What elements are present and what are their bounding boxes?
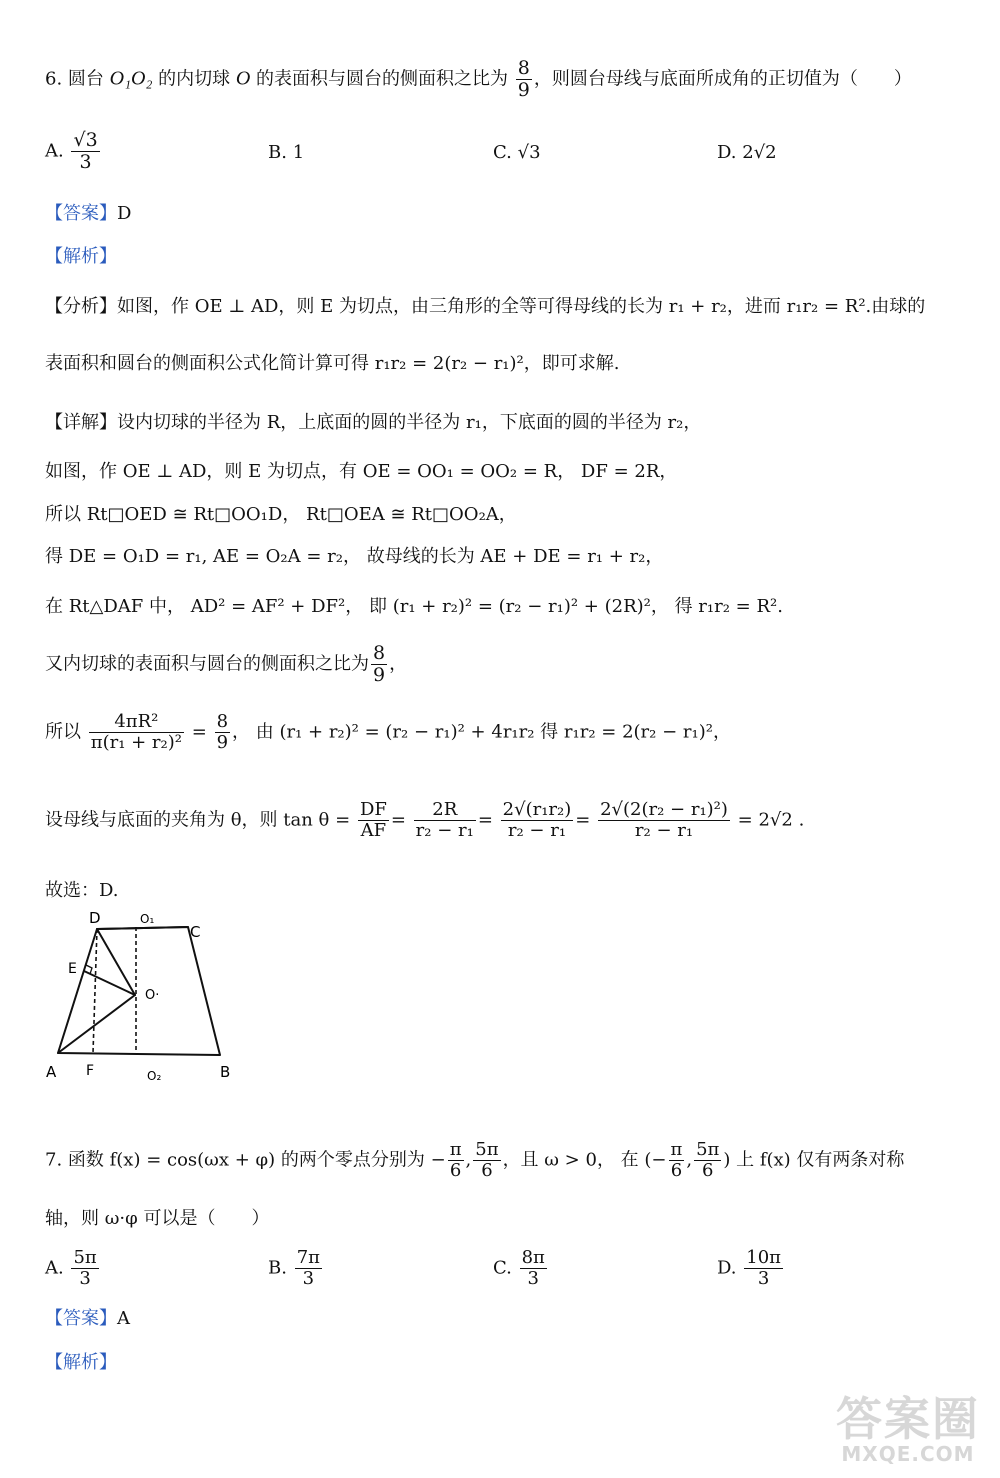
q6-option-d-letter: D. [717,142,737,163]
q6-xj8-f2-den: r₂ − r₁ [415,819,474,841]
q7-answer [45,1310,130,1328]
q7-stem-part1: 7. 函数 f(x) = cos(ωx + φ) 的两个零点分别为 − [45,1149,446,1171]
segment-dc [97,927,188,929]
q6-fenxi-line1 [45,298,925,316]
segment-ao [58,995,135,1053]
q7-option-a-fraction [71,1248,98,1289]
watermark [836,1392,980,1466]
q7-option-b [268,1248,324,1289]
q6-xj7-ratio-num: 8 [216,711,229,732]
q6-answer-label: 【答案】 [45,203,117,224]
label-o: O· [145,988,160,1003]
q6-option-a-letter: A. [45,140,64,162]
q6-xj7-ratio-den: 9 [216,731,229,753]
q6-option-b [268,142,304,163]
q7-zero2-num: 5π [475,1139,499,1160]
q6-xj8-f1-num: DF [359,799,387,820]
q6-fenxi-label: 【分析】 [45,296,117,317]
q7-zero1-num: π [449,1139,462,1160]
q7-option-b-num: 7π [296,1247,320,1268]
q6-xj7-den: π(r₁ + r₂)² [90,731,182,753]
q7-option-c-num: 8π [521,1247,545,1268]
q7-zero2-fraction [473,1140,500,1181]
q6-xj7-post: ， 由 (r₁ + r₂)² = (r₂ − r₁)² + 4r₁r₂ 得 r₁r₂ = 2(r₂ − r₁)²， [232,721,731,743]
q7-option-c-letter: C. [493,1257,512,1279]
q6-xj6-num: 8 [373,642,386,664]
q6-stem-pre: 6. 圆台 [45,68,110,90]
q6-fenxi-text1: 如图，作 OE ⊥ AD，则 E 为切点，由三角形的全等可得母线的长为 r₁ + r₂，进而 r₁r₂ = R².由球的 [117,296,926,317]
q7-answer-label: 【答案】 [45,1308,117,1329]
q6-option-d [717,142,777,163]
q6-option-c [493,142,541,163]
q6-xiangjie-label: 【详解】 [45,412,117,433]
q6-xj7-num: 4πR² [89,712,184,733]
label-d: D [89,909,101,927]
q6-xj6-pre: 又内切球的表面积与圆台的侧面积之比为 [45,653,369,675]
q7-option-b-den: 3 [302,1267,315,1289]
q6-stem-mid2: 的表面积与圆台的侧面积之比为 [250,68,514,90]
q6-xj7-fraction [89,712,184,753]
q6-xj6-den: 9 [373,663,386,686]
q6-stem [45,58,912,101]
q7-int1-num: π [670,1139,683,1160]
q6-xiangjie-line2: 如图，作 OE ⊥ AD，则 E 为切点，有 OE = OO₁ = OO₂ = R， DF = 2R， [45,461,678,482]
q7-option-c [493,1248,549,1289]
segment-df-dashed [93,929,97,1053]
q6-xj7-pre: 所以 [45,721,81,743]
q7-int2-fraction [694,1140,721,1181]
q6-option-a-den: 3 [79,150,92,173]
q7-option-a-letter: A. [45,1257,64,1279]
q6-fenxi-line2: 表面积和圆台的侧面积公式化简计算可得 r₁r₂ = 2(r₂ − r₁)²，即可求解. [45,353,620,374]
q7-stem-line2: 轴，则 ω·φ 可以是（ ） [45,1208,270,1229]
q7-option-a [45,1248,101,1289]
q6-xj8-f2-num: 2R [414,800,476,821]
q7-stem-part3: ) 上 f(x) 仅有两条对称 [723,1149,905,1171]
q7-stem-part2: ，且 ω > 0， 在 (− [502,1149,667,1171]
q7-zero1-den: 6 [449,1159,462,1181]
q7-int1-fraction [669,1140,685,1181]
q6-stem-o1o2: O₁O₂ [109,67,153,90]
q6-option-a-num: √3 [73,129,98,151]
q7-stem-line1 [45,1140,904,1181]
q6-stem-o: O [235,67,251,90]
q6-option-a [45,130,102,173]
label-c: C [190,923,201,941]
q7-option-c-fraction [520,1248,547,1289]
q6-xj7-eq: = [191,721,207,743]
q6-xj8-frac2 [414,800,476,841]
q7-analysis-label: 【解析】 [45,1352,117,1373]
q7-zero1-fraction [448,1140,464,1181]
q7-option-d-letter: D. [717,1257,737,1279]
q6-xj8-f4-den: r₂ − r₁ [634,819,694,841]
q6-xj8-frac1 [358,800,389,841]
q6-xj8-f3-den: r₂ − r₁ [507,819,567,841]
q7-option-d-num: 10π [746,1247,781,1268]
q6-xiangjie-line7 [45,712,731,753]
q6-xj8-f1-den: AF [360,819,387,841]
label-o1: O₁ [140,912,155,926]
q6-analysis-label: 【解析】 [45,246,117,267]
q7-int1-den: 6 [670,1159,683,1181]
label-b: B [220,1063,231,1081]
q7-option-a-num: 5π [73,1247,97,1268]
q6-answer-value: D [117,203,132,224]
q6-ratio-den: 9 [517,78,530,101]
q6-answer [45,205,131,223]
q6-conclusion: 故选：D. [45,880,119,901]
q6-xiangjie-line1 [45,414,701,432]
q6-xj8-end: = 2√2 . [737,809,805,831]
q6-xiangjie-line5: 在 Rt△DAF 中， AD² = AF² + DF²， 即 (r₁ + r₂)² = (r₂ − r₁)² + (2R)²， 得 r₁r₂ = R². [45,596,783,617]
q6-xj8-f3-num: 2√(r₁r₂) [502,799,572,820]
q7-comma1: , [465,1149,472,1171]
q6-xj7-ratio [215,712,230,753]
q6-xiangjie-line8: 设母线与底面的夹角为 θ，则 tan θ = $\frac{DF}{AF}$ = $\frac{2R}{\text{r₂ − r₁}}$ = $\frac{\text{2√(r₁r₂)}}{\text{r₂ − r₁}}$ = $\frac{\text{2√(2(r₂ − r₁)²)}}{\text{r₂ − r₁}}$ = 2√2 . [45,799,805,841]
q6-option-c-text: √3 [517,142,541,163]
q7-option-c-den: 3 [527,1267,539,1289]
q6-ratio-fraction [516,58,532,101]
q7-zero2-den: 6 [481,1159,493,1181]
q6-xj8-f4-num: 2√(2(r₂ − r₁)²) [600,799,728,820]
q6-option-b-letter: B. [268,142,287,163]
q6-xiangjie-line6 [45,643,407,686]
label-f: F [86,1063,95,1079]
label-o2: O₂ [147,1069,162,1083]
q7-comma2: , [686,1149,693,1171]
watermark-top: 答案圈 [836,1392,980,1446]
q7-int2-den: 6 [702,1159,714,1181]
q6-option-b-text: 1 [292,142,305,163]
q6-ratio-num: 8 [517,57,530,79]
label-e: E [68,961,77,977]
q7-option-b-fraction [295,1248,322,1289]
q6-xj8-pre: 设母线与底面的夹角为 θ，则 tan θ = [45,809,351,831]
q6-xiangjie-line4: 得 DE = O₁D = r₁, AE = O₂A = r₂， 故母线的长为 AE + DE = r₁ + r₂， [45,546,664,567]
q7-option-d [717,1248,785,1289]
q6-stem-mid: 的内切球 [152,68,236,90]
q6-stem-post: ，则圆台母线与底面所成角的正切值为（ ） [533,68,912,90]
q6-option-c-letter: C. [493,142,512,163]
q7-option-d-den: 3 [757,1267,770,1289]
q6-xj8-frac3 [501,800,574,841]
q7-option-d-fraction [744,1248,783,1289]
q6-trapezoid-figure [40,905,250,1085]
q6-xj8-frac4 [598,800,730,841]
q6-xj6-post: ， [389,653,408,675]
q6-xiangjie-text1: 设内切球的半径为 R，上底面的圆的半径为 r₁，下底面的圆的半径为 r₂， [117,412,702,433]
watermark-bottom: MXQE.COM [841,1442,975,1466]
q7-int2-num: 5π [696,1139,720,1160]
q7-option-a-den: 3 [79,1267,91,1289]
q6-option-a-fraction [71,130,99,173]
q7-option-b-letter: B. [268,1257,287,1279]
q6-xj6-fraction [371,643,387,686]
q6-xiangjie-line3: 所以 Rt□OED ≅ Rt□OO₁D， Rt□OEA ≅ Rt□OO₂A， [45,504,517,525]
label-a: A [46,1063,57,1081]
q7-answer-value: A [117,1308,130,1329]
q6-option-d-text: 2√2 [742,142,777,163]
